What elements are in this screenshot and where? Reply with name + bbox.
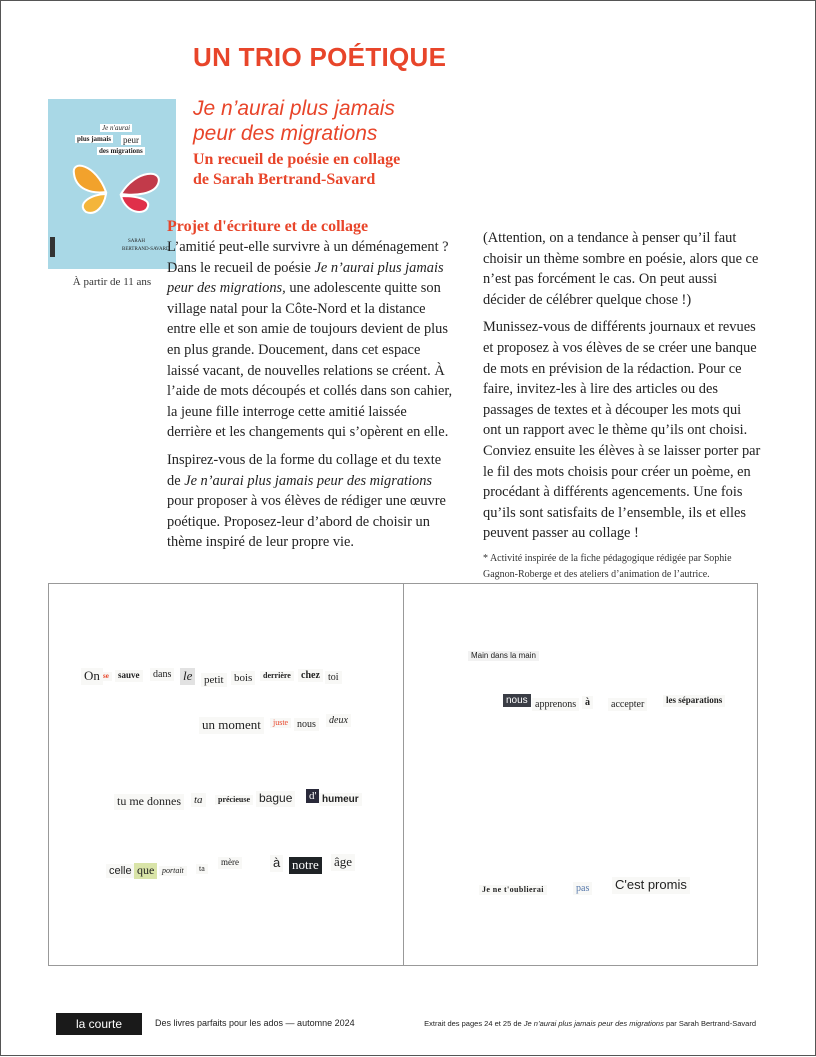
paragraph: Munissez-vous de différents journaux et revues et proposez à vos élèves de se créer une banque de mots en prévision de la rédaction. Pour ce faire, invitez-les à lire des articles ou des passages de textes et à découper les mots qui ont un rapport avec le thème qu’ils ont choisi. Conviez ensuite les élèves à se laisser porter par le fil des mots choisis pour créer un poème, en procédant à différents agencements. Une fois qu’ils sont satisfaits de l’ensemble, ils et elles peuvent passer au collage !: [483, 319, 761, 542]
text: par Sarah Bertrand-Savard: [663, 1019, 756, 1028]
collage-word: précieuse: [215, 795, 253, 805]
book-title-ref: Je n’aurai plus jamais peur des migrations: [523, 1019, 664, 1028]
collage-word: juste: [270, 718, 291, 728]
book-title-line: peur des migrations: [193, 122, 378, 145]
cover-author-1: SARAH: [128, 239, 145, 244]
collage-word: que: [134, 863, 157, 879]
collage-word: bois: [231, 671, 255, 685]
age-label: À partir de 11 ans: [72, 276, 152, 288]
collage-word: mère: [218, 857, 242, 869]
text: pour proposer à vos élèves de rédiger une œuvre poétique. Proposez-leur d’abord de choisir un thème inspiré de leur propre vie.: [167, 493, 446, 551]
collage-word: accepter: [608, 698, 647, 711]
cover-title-4: des migrations: [99, 147, 143, 155]
collage-word: pas: [573, 882, 592, 895]
collage-word: dans: [150, 668, 174, 681]
text: L’amitié peut-elle survivre à un déménagement ? Dans le recueil de poésie: [167, 239, 449, 276]
footer-credit: [424, 1019, 756, 1028]
article-right-column: [483, 228, 761, 583]
section-heading: Projet d'écriture et de collage: [167, 218, 369, 235]
collage-word: apprenons: [532, 698, 579, 711]
collage-word: Main dans la main: [468, 651, 539, 661]
collage-word: notre: [289, 857, 322, 874]
text: Extrait des pages 24 et 25 de: [424, 1019, 524, 1028]
collage-spread: [48, 583, 758, 966]
collage-word: nous: [294, 718, 319, 731]
cover-title-3: peur: [123, 135, 139, 145]
collage-word: chez: [298, 669, 323, 682]
collage-word: humeur: [319, 793, 362, 806]
collage-word: les séparations: [663, 695, 725, 707]
collage-word: d': [306, 789, 319, 803]
footnote: * Activité inspirée de la fiche pédagogique rédigée par Sophie Gagnon-Roberge et des ateliers d’animation de l’autrice.: [483, 552, 732, 580]
book-title-ref: Je n’aurai plus jamais peur des migrations: [184, 472, 433, 489]
text: Inspirez-vous de la forme du collage et du texte de: [167, 451, 442, 489]
collage-word: à: [582, 696, 593, 709]
book-title-ref: Je n’aurai plus jamais peur des migrations,: [167, 259, 444, 297]
collage-word: sauve: [115, 670, 143, 682]
collage-word: ta: [196, 864, 208, 874]
cover-title-2: plus jamais: [77, 135, 112, 143]
collage-word: On: [81, 668, 103, 685]
text: une adolescente quitte son village natal pour la Côte-Nord et la distance entre elle et son amie de toujours devient de plus en plus grande. Doucement, dans cet espace laissé vacant, de nouvelles relations se créent. À l’aide de mots découpés et collés dans son cahier, la jeune fille interroge cette amitié laissée derrière et les changements qui s’opèrent en elle.: [167, 280, 453, 441]
book-subtitle: [193, 150, 453, 190]
book-cover: [48, 99, 176, 269]
collage-word: nous: [503, 694, 531, 707]
paragraph: (Attention, on a tendance à penser qu’il faut choisir un thème sombre en poésie, alors que ce n’est pas forcément le cas. On peut aussi décider de célébrer quelque chose !): [483, 230, 759, 308]
publisher-logo: la courte échelle: [56, 1013, 142, 1035]
collage-word: à: [270, 855, 283, 872]
subtitle-line: de Sarah Bertrand-Savard: [193, 171, 376, 188]
article-left-column: [167, 217, 455, 560]
collage-word: derrière: [260, 671, 294, 681]
collage-word: toi: [325, 671, 342, 684]
butterflies-illustration: [66, 154, 166, 219]
collage-word: se: [100, 672, 112, 681]
collage-word: bague: [256, 791, 295, 807]
collage-word: petit: [201, 673, 227, 687]
collage-word: celle: [106, 864, 135, 878]
page-divider: [403, 584, 404, 965]
collage-word: âge: [331, 854, 355, 871]
collage-word: le: [180, 668, 195, 685]
publisher-mark: [50, 237, 55, 257]
collage-word: C'est promis: [612, 877, 690, 894]
collage-word: Je ne t'oublierai: [479, 885, 547, 895]
book-title: [193, 96, 453, 146]
book-title-line: Je n’aurai plus jamais: [193, 97, 395, 120]
footer-tagline: Des livres parfaits pour les ados — automne 2024: [155, 1018, 355, 1028]
cover-author-2: BERTRAND-SAVARD: [122, 247, 170, 252]
subtitle-line: Un recueil de poésie en collage: [193, 151, 401, 168]
collage-word: deux: [326, 714, 351, 727]
collage-word: tu me donnes: [114, 794, 184, 810]
collage-word: portait: [159, 866, 187, 876]
collage-word: ta: [191, 793, 206, 807]
paragraph: [167, 450, 455, 553]
page-title: UN TRIO POÉTIQUE: [193, 42, 447, 72]
cover-title-1: Je n'aurai: [102, 124, 131, 132]
paragraph: [167, 237, 455, 443]
collage-word: un moment: [199, 717, 264, 734]
